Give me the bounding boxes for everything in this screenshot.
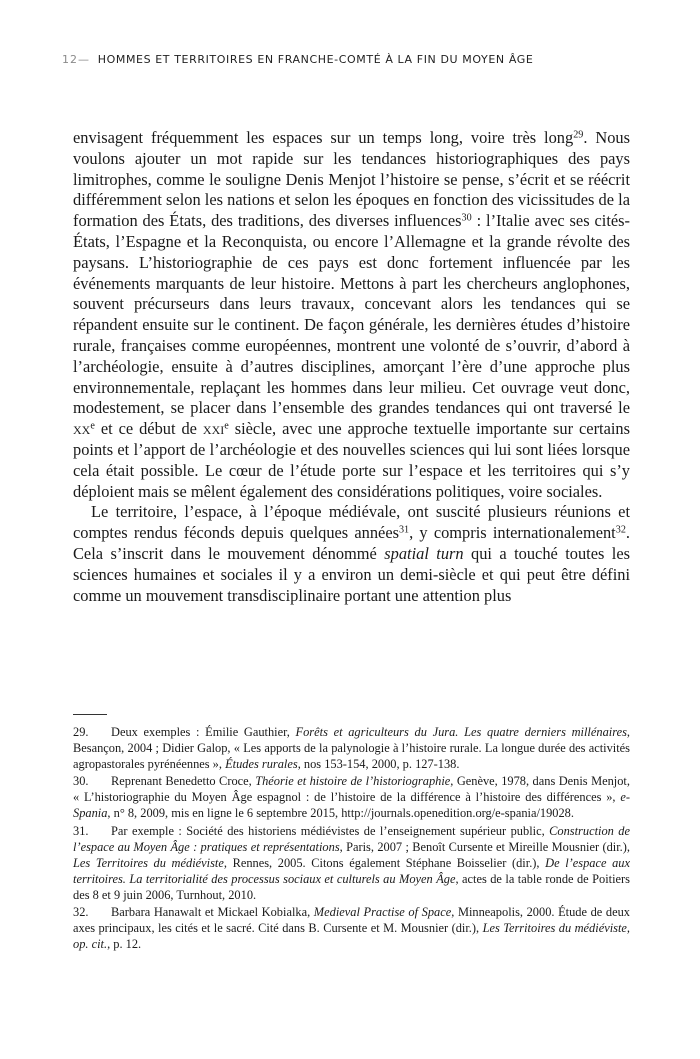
running-head bbox=[62, 53, 642, 66]
emphasis-spatial-turn: spatial turn bbox=[384, 543, 464, 563]
footnote-30 bbox=[73, 773, 630, 821]
footnote-title: e-Spania bbox=[73, 790, 630, 821]
footnotes bbox=[73, 724, 630, 953]
century-21: xxi bbox=[202, 419, 225, 439]
footnote-title: Forêts et agriculteurs du Jura. Les quatre derniers millénaires bbox=[295, 725, 627, 739]
footnote-text: , Genève, 1978, dans Denis Menjot, « L’historiographie du Moyen Âge espagnol : de l’histoire de la différence à l’histoire des différences », bbox=[73, 774, 630, 805]
footnote-text: , Minneapolis, 2000. Étude de deux axes principaux, les cités et le sacré. Cité dans B. Cursente et M. Mousnier (dir.), bbox=[73, 905, 631, 936]
footnote-text: , p. 12. bbox=[107, 937, 142, 952]
footnote-title: Construction de l’espace au Moyen Âge : pratiques et représentations bbox=[73, 823, 630, 854]
paragraph-1: envisagent fréquemment les espaces sur un temps long, voire très long$^{29}$. Nous voulons ajouter un mot rapide sur les tendances historiographiques des pays limitrophes, comme le souligne Denis Menjot l’histoire se pense, s’écrit et se réécrit différemment selon les nations et selon les époques en fonction des vicissitudes de la formation des États, des traditions, des diverses influences$^{30}$ : l’Italie avec ses cités-États, l’Espagne et la Reconquista, ou encore l’Allemagne et la grande révolte des paysans. L’historiographie de ces pays est donc fortement influencée par les événements marquants de leur histoire. Mettons à part les chercheurs anglophones, souvent précurseurs dans leurs travaux, concevant alors les tendances qui se répandent ensuite sur le continent. De façon générale, les dernières études d’histoire rurale, françaises comme européennes, montrent une volonté de s’ouvrir, d’abord à l’archéologie, ensuite à d’autres disciplines, amorçant l’ère d’une approche plus environnementale, replaçant les hommes dans leur milieu. Cet ouvrage veut donc, modestement, se placer dans l’ensemble des grandes tendances qui ont traversé le $xx^e$ et ce début de xxi$^e$ siècle, avec une approche textuelle importante sur certains points et l’apport de l’archéologie et des nouvelles sciences qui lui sont liées lorsque cela était possible. Le cœur de l’étude porte sur l’espace et les territoires qui s’y déploient mais se mêlent également des considérations politiques, voire sociales. bbox=[73, 128, 630, 501]
footnote-text: , Besançon, 2004 ; Didier Galop, « Les apports de la palynologie à l’histoire rurale. La longue durée des activités agropastorales pyrénéennes », bbox=[73, 725, 630, 772]
footnote-title: Medieval Practise of Space bbox=[313, 905, 452, 920]
footnote-text: Par exemple : Société des historiens médiévistes de l’enseignement supérieur public, bbox=[111, 823, 550, 838]
footnote-title: Études rurales bbox=[225, 757, 298, 772]
footnote-text: Reprenant Benedetto Croce, bbox=[111, 774, 256, 789]
footnote-number: 32. bbox=[73, 905, 89, 920]
body-text bbox=[73, 128, 630, 606]
footnote-text: , Rennes, 2005. Citons également Stéphane Boisselier (dir.), bbox=[223, 855, 546, 870]
footnote-31 bbox=[73, 823, 630, 903]
footnote-ref-32[interactable]: 32 bbox=[615, 524, 626, 536]
footnote-title: Les Territoires du médiéviste, op. cit. bbox=[73, 921, 630, 952]
footnote-ref-30[interactable]: 30 bbox=[461, 212, 472, 224]
footnote-ref-31[interactable]: 31 bbox=[398, 524, 410, 536]
footnote-text: Deux exemples : Émilie Gauthier, bbox=[111, 725, 296, 739]
paragraph-2: Le territoire, l’espace, à l’époque médiévale, ont suscité plusieurs réunions et comptes rendus féconds depuis quelques années$^{31}$, y compris internationalement$^{32}$. Cela s’inscrit dans le mouvement dénommé spatial turn qui a touché toutes les sciences humaines et sociales il y a environ un demi-siècle et qui peut être défini comme un mouvement transdisciplinaire portant une attention plus bbox=[73, 502, 630, 605]
footnote-separator bbox=[73, 714, 107, 715]
page-number: 12 bbox=[62, 53, 78, 66]
footnote-text: Barbara Hanawalt et Mickael Kobialka, bbox=[111, 905, 314, 920]
century-20: xx bbox=[73, 419, 91, 439]
footnote-number: 29. bbox=[73, 725, 89, 739]
footnote-title: De l’espace aux territoires. La territorialité des processus sociaux et culturels au Moyen Âge bbox=[73, 855, 630, 886]
footnote-32 bbox=[73, 904, 630, 952]
running-head-dash: — bbox=[78, 53, 90, 66]
footnote-text: , Paris, 2007 ; Benoît Cursente et Mireille Mousnier (dir.), bbox=[339, 839, 630, 854]
running-head-title: HOMMES ET TERRITOIRES EN FRANCHE-COMTÉ À LA FIN DU MOYEN ÂGE bbox=[97, 53, 534, 66]
footnote-title: Les Territoires du médiéviste bbox=[73, 855, 224, 870]
footnote-29 bbox=[73, 724, 630, 772]
footnote-number: 31. bbox=[73, 823, 89, 838]
footnote-ref-29[interactable]: 29 bbox=[573, 129, 584, 141]
footnote-text: , nos 153-154, 2000, p. 127-138. bbox=[297, 757, 460, 772]
footnote-title: Théorie et histoire de l’historiographie bbox=[255, 774, 451, 789]
footnote-number: 30. bbox=[73, 774, 89, 789]
footnote-text: , n° 8, 2009, mis en ligne le 6 septembre 2015, http://journals.openedition.org/e-spania/19028. bbox=[107, 806, 574, 821]
footnote-text: , actes de la table ronde de Poitiers des 8 et 9 juin 2006, Turnhout, 2010. bbox=[73, 871, 630, 902]
